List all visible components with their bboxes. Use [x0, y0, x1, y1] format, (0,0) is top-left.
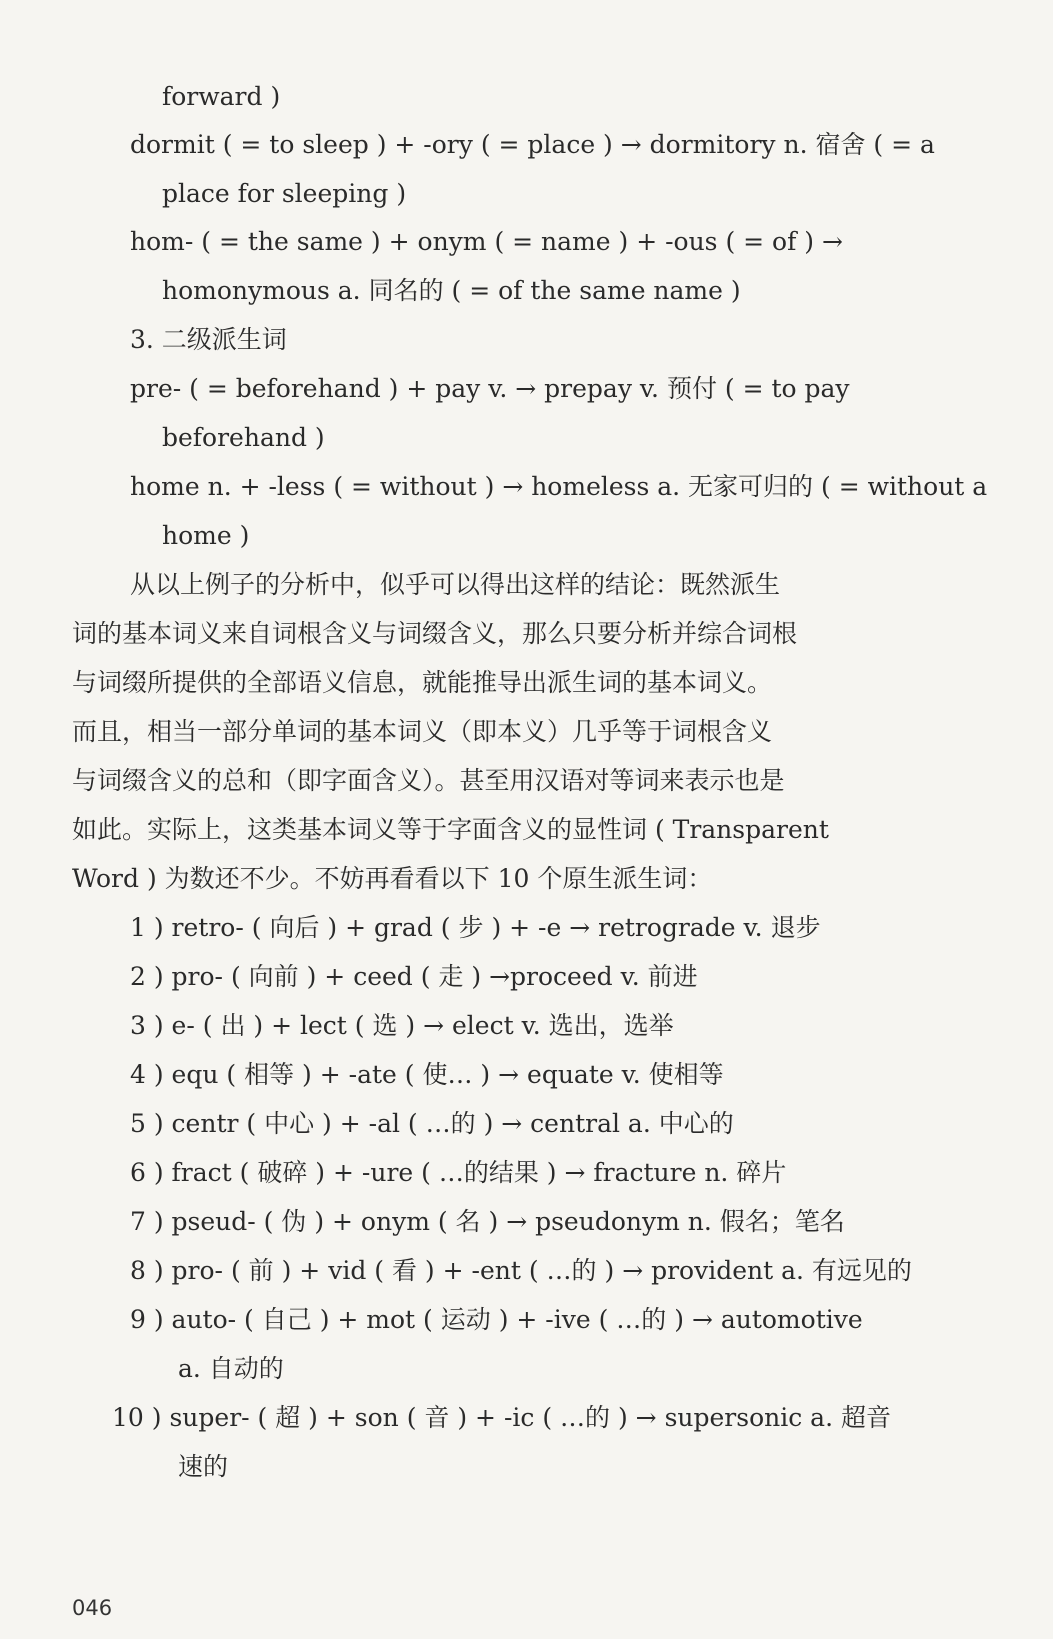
- list-item: 6 ) fract ( 破碎 ) + -ure ( …的结果 ) → fracture n. 碎片: [130, 1158, 787, 1187]
- paragraph-line: 与词缀所提供的全部语义信息，就能推导出派生词的基本词义。: [72, 668, 773, 697]
- page-number: 046: [72, 1596, 113, 1620]
- example-line: home n. + -less ( = without ) → homeless a. 无家可归的 ( = without a: [130, 472, 988, 501]
- example-line-continuation: forward ): [162, 82, 281, 111]
- example-line: dormit ( = to sleep ) + -ory ( = place ) → dormitory n. 宿舍 ( = a: [130, 130, 935, 159]
- list-item: 2 ) pro- ( 向前 ) + ceed ( 走 ) →proceed v. 前进: [130, 962, 698, 991]
- list-item-continuation: a. 自动的: [178, 1354, 284, 1383]
- paragraph-line: Word ) 为数还不少。不妨再看看以下 10 个原生派生词：: [72, 864, 713, 893]
- list-item-continuation: 速的: [178, 1452, 229, 1481]
- paragraph-line: 而且，相当一部分单词的基本词义（即本义）几乎等于词根含义: [72, 717, 773, 746]
- list-item: 5 ) centr ( 中心 ) + -al ( …的 ) → central a. 中心的: [130, 1109, 734, 1138]
- paragraph-line: 如此。实际上，这类基本词义等于字面含义的显性词 ( Transparent: [72, 815, 829, 844]
- example-line-continuation: place for sleeping ): [162, 179, 407, 208]
- list-item: 4 ) equ ( 相等 ) + -ate ( 使… ) → equate v. 使相等: [130, 1060, 724, 1089]
- list-item: 10 ) super- ( 超 ) + son ( 音 ) + -ic ( …的 ) → supersonic a. 超音: [112, 1403, 891, 1432]
- paragraph-line: 与词缀含义的总和（即字面含义）。甚至用汉语对等词来表示也是: [72, 766, 785, 795]
- list-item: 9 ) auto- ( 自己 ) + mot ( 运动 ) + -ive ( …的 ) → automotive: [130, 1305, 863, 1334]
- list-item: 8 ) pro- ( 前 ) + vid ( 看 ) + -ent ( …的 ) → provident a. 有远见的: [130, 1256, 912, 1285]
- example-line-continuation: homonymous a. 同名的 ( = of the same name ): [162, 276, 741, 305]
- list-item: 3 ) e- ( 出 ) + lect ( 选 ) → elect v. 选出，选举: [130, 1011, 674, 1040]
- paragraph-line: 词的基本词义来自词根含义与词缀含义，那么只要分析并综合词根: [72, 619, 798, 648]
- section-heading: 3. 二级派生词: [130, 325, 287, 354]
- example-line: pre- ( = beforehand ) + pay v. → prepay v. 预付 ( = to pay: [130, 374, 850, 403]
- example-line-continuation: home ): [162, 521, 250, 550]
- list-item: 7 ) pseud- ( 伪 ) + onym ( 名 ) → pseudonym n. 假名；笔名: [130, 1207, 845, 1236]
- example-line: hom- ( = the same ) + onym ( = name ) + -ous ( = of ) →: [130, 227, 843, 256]
- example-line-continuation: beforehand ): [162, 423, 325, 452]
- paragraph-line: 从以上例子的分析中，似乎可以得出这样的结论：既然派生: [130, 570, 781, 599]
- list-item: 1 ) retro- ( 向后 ) + grad ( 步 ) + -e → retrograde v. 退步: [130, 913, 821, 942]
